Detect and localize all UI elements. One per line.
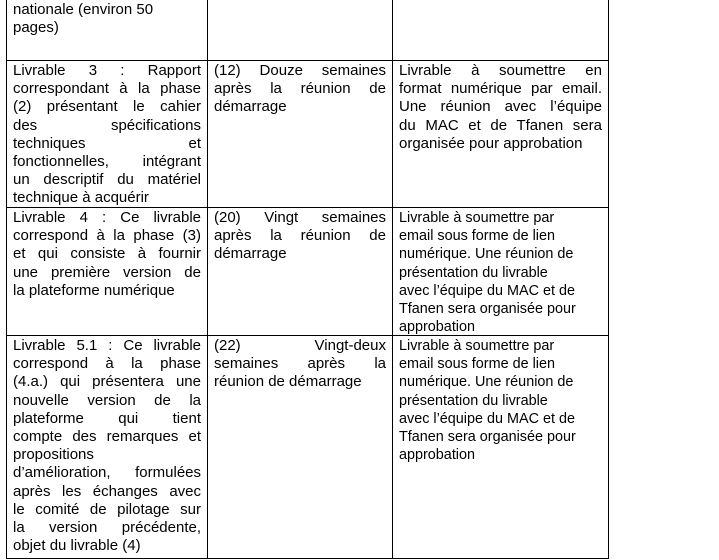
cell-text-line: (4.a.) qui présentera une	[13, 373, 201, 391]
cell-text-line: des spécifications	[13, 116, 201, 134]
cell-text-line: Livrable à soumettre en	[399, 62, 602, 79]
table-cell-r2-c2	[207, 207, 393, 336]
cell-text-line: email sous forme de lien	[399, 228, 555, 245]
table-cell-r1-c3	[392, 60, 609, 208]
table-cell-r2-c1	[6, 207, 208, 336]
cell-text-line: (2) présentant le cahier	[13, 98, 201, 116]
cell-text-line: présentation du livrable	[399, 264, 548, 281]
table-cell-r0-c2	[207, 0, 393, 61]
cell-text-line: d’amélioration, formulées	[13, 464, 201, 482]
cell-text-line: fonctionnelles, intégrant	[13, 153, 201, 171]
cell-text-line: format numérique par email.	[399, 80, 602, 98]
cell-text-line: la plateforme numérique	[13, 281, 175, 299]
cell-text-line: Tfanen sera organisée pour	[399, 429, 576, 446]
cell-text-line: nouvelle version de la	[13, 391, 201, 409]
cell-text-line: Livrable à soumettre par	[399, 210, 555, 226]
cell-text-line: plateforme qui tient	[13, 409, 201, 427]
cell-text-line: Tfanen sera organisée pour	[399, 301, 576, 318]
cell-text-line: avec l’équipe du MAC et de	[399, 282, 575, 299]
cell-text-line: (22) Vingt-deux	[214, 337, 386, 354]
cell-text-line: correspondant à la phase	[13, 80, 201, 98]
table-cell-r1-c2	[207, 60, 393, 208]
cell-text-line: (20) Vingt semaines	[214, 209, 386, 226]
table-cell-r3-c3	[392, 335, 609, 559]
cell-text-line: le comité de pilotage sur	[13, 500, 201, 518]
cell-text-line: Livrable 5.1 : Ce livrable	[13, 337, 201, 354]
cell-text-line: correspond à la phase (3)	[13, 227, 201, 245]
cell-text-line: Une réunion avec l’équipe	[399, 98, 602, 116]
cell-text-line: techniques et	[13, 134, 201, 152]
cell-text-line: approbation	[399, 319, 476, 336]
cell-text-line: avec l’équipe du MAC et de	[399, 410, 575, 427]
cell-text-line: une première version de	[13, 263, 201, 281]
table-cell-r3-c2	[207, 335, 393, 559]
table-cell-r2-c3	[392, 207, 609, 336]
table-cell-r1-c1	[6, 60, 208, 208]
cell-text-line: Livrable à soumettre par	[399, 338, 555, 354]
cell-text-line: démarrage	[214, 245, 287, 263]
cell-text-line: objet du livrable (4)	[13, 537, 141, 555]
cell-text-line: et qui consiste à fournir	[13, 245, 201, 263]
cell-text-line: Livrable 3 : Rapport	[13, 62, 201, 79]
cell-text-line: numérique. Une réunion de	[399, 374, 574, 391]
cell-text-line: compte des remarques et	[13, 428, 201, 446]
cell-text-line: démarrage	[214, 98, 287, 116]
cell-text-line: correspond à la phase	[13, 355, 201, 373]
table-cell-r0-c3	[392, 0, 609, 61]
cell-text-line: réunion de démarrage	[214, 373, 362, 391]
cell-text-line: approbation	[399, 447, 476, 464]
cell-text-line: un descriptif du matériel	[13, 171, 201, 189]
cell-text-line: nationale (environ 50	[13, 1, 154, 18]
cell-text-line: du MAC et de Tfanen sera	[399, 116, 602, 134]
cell-text-line: Livrable 4 : Ce livrable	[13, 209, 201, 226]
cell-text-line: technique à acquérir	[13, 189, 149, 207]
cell-text-line: pages)	[13, 19, 59, 37]
cell-text-line: numérique. Une réunion de	[399, 246, 574, 263]
cell-text-line: organisée pour approbation	[399, 134, 583, 152]
cell-text-line: email sous forme de lien	[399, 356, 555, 373]
cell-text-line: présentation du livrable	[399, 392, 548, 409]
cell-text-line: (12) Douze semaines	[214, 62, 386, 79]
cell-text-line: après les échanges avec	[13, 482, 201, 500]
cell-text-line: propositions	[13, 446, 94, 464]
cell-text-line: semaines après la	[214, 355, 386, 373]
table-cell-r0-c1	[6, 0, 208, 61]
cell-text-line: la version précédente,	[13, 519, 201, 537]
cell-text-line: après la réunion de	[214, 80, 386, 98]
cell-text-line: après la réunion de	[214, 227, 386, 245]
table-cell-r3-c1	[6, 335, 208, 559]
